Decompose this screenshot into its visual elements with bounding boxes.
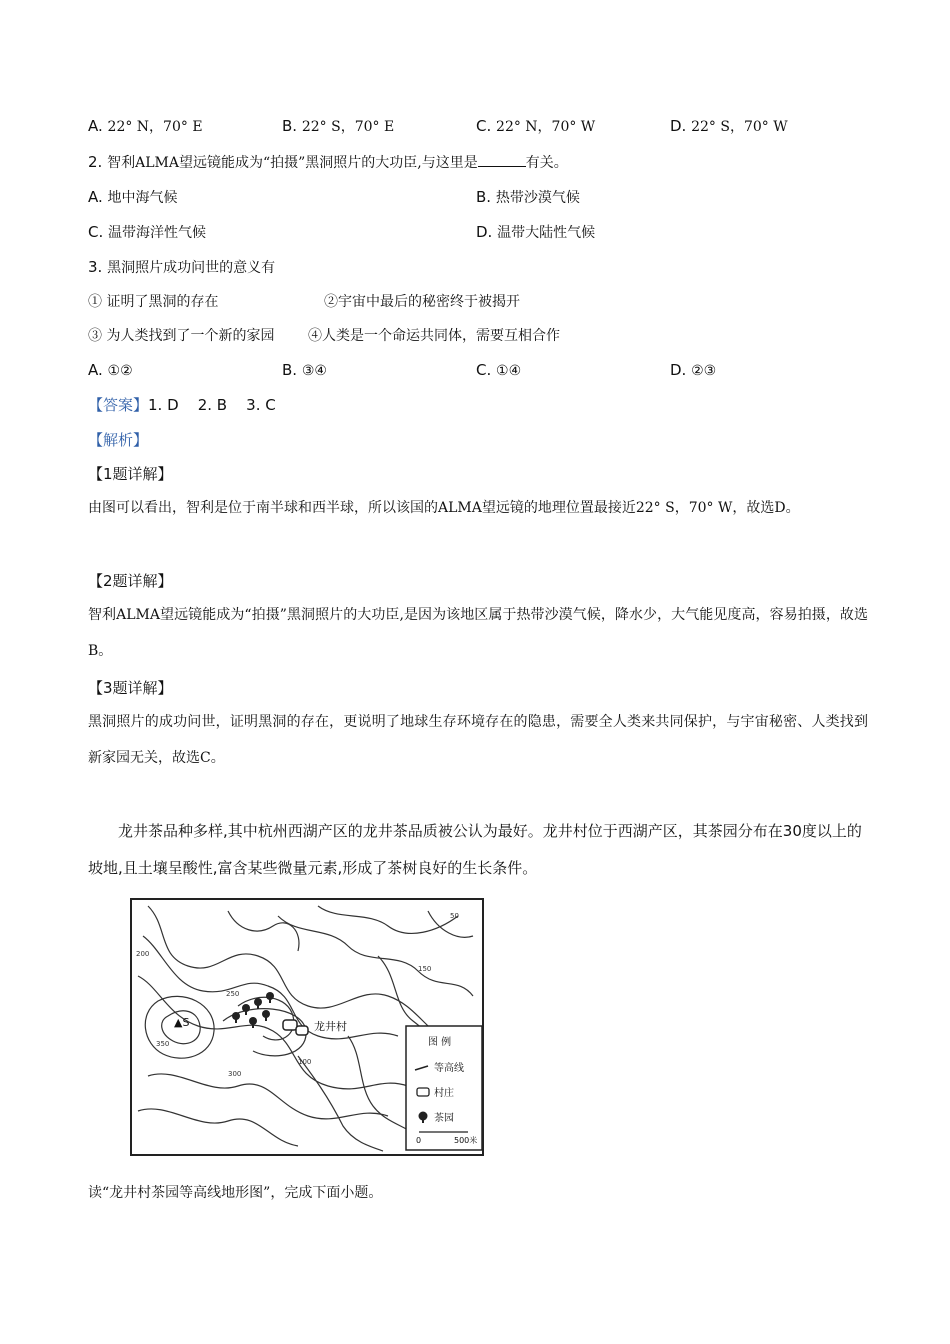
legend-village: 村庄: [434, 1088, 454, 1099]
q2-option-b: B. 热带沙漠气候: [476, 188, 580, 206]
q3-option-b: B. ③④: [282, 361, 327, 379]
q2-option-d: D. 温带大陆性气候: [476, 223, 596, 241]
q3-option-c: C. ①④: [476, 361, 522, 379]
q3-statement-3: ③ 为人类找到了一个新的家园: [88, 328, 275, 344]
analysis-tag: 【解析】: [88, 431, 149, 449]
legend-title: 图 例: [428, 1037, 452, 1048]
q2-option-c: C. 温带海洋性气候: [88, 223, 207, 241]
detail-2-text: 智利ALMA望远镜能成为“拍摄”黑洞照片的大功臣,是因为该地区属于热带沙漠气候，降水少，大气能见度高，容易拍摄，故选B。: [88, 607, 868, 659]
detail-2-heading: 【2题详解】: [88, 572, 173, 590]
detail-1-text: 由图可以看出，智利是位于南半球和西半球，所以该国的ALMA望远镜的地理位置最接近22° S，70° W，故选D。: [88, 500, 800, 516]
scale-zero: 0: [416, 1136, 422, 1145]
peak-s-label: ▲S: [174, 1016, 190, 1029]
scale-end: 500米: [454, 1136, 478, 1145]
contour-label: 100: [298, 1058, 312, 1066]
q1-option-d: D. 22° S，70° W: [670, 117, 788, 135]
q2-stem: 2. 智利ALMA望远镜能成为“拍摄”黑洞照片的大功臣,与这里是 有关。: [88, 153, 568, 171]
answer-text: 1. D 2. B 3. C: [148, 396, 276, 414]
answer-tag: 【答案】: [88, 396, 149, 414]
detail-3-text: 黑洞照片的成功问世，证明黑洞的存在，更说明了地球生存环境存在的隐患，需要全人类来共同保护，与宇宙秘密、人类找到新家园无关，故选C。: [88, 714, 868, 766]
q3-statement-4: ④人类是一个命运共同体，需要互相合作: [308, 328, 560, 344]
contour-label: 350: [156, 1040, 170, 1048]
detail-3-heading: 【3题详解】: [88, 679, 173, 697]
legend-tea: 茶园: [434, 1113, 454, 1124]
contour-label: 250: [226, 990, 240, 998]
contour-map: [128, 896, 488, 1158]
map-legend: [406, 1026, 482, 1150]
answer-blank: [478, 151, 526, 167]
q3-option-d: D. ②③: [670, 361, 717, 379]
q3-statement-1: ① 证明了黑洞的存在: [88, 294, 219, 310]
contour-label: 50: [450, 912, 459, 920]
map-instruction: 读“龙井村茶园等高线地形图”，完成下面小题。: [88, 1185, 383, 1201]
contour-label: 200: [136, 950, 150, 958]
q1-option-c: C. 22° N，70° W: [476, 117, 596, 135]
q3-stem: 3. 黑洞照片成功问世的意义有: [88, 258, 276, 276]
village-label: 龙井村: [314, 1020, 347, 1033]
answer-line: [88, 395, 276, 415]
q1-option-a: A. 22° N，70° E: [88, 117, 203, 135]
q2-option-a: A. 地中海气候: [88, 188, 178, 206]
detail-1-heading: 【1题详解】: [88, 465, 173, 483]
village-legend-icon: [417, 1088, 429, 1096]
q1-option-b: B. 22° S，70° E: [282, 117, 395, 135]
q3-option-a: A. ①②: [88, 361, 133, 379]
contour-label: 150: [418, 965, 432, 973]
legend-contour: 等高线: [434, 1063, 464, 1074]
passage-text: 龙井茶品种多样,其中杭州西湖产区的龙井茶品质被公认为最好。龙井村位于西湖产区，其茶园分布在30度以上的坡地,且土壤呈酸性,富含某些微量元素,形成了茶树良好的生长条件。: [88, 822, 862, 877]
contour-label: 300: [228, 1070, 242, 1078]
q3-statement-2: ②宇宙中最后的秘密终于被揭开: [324, 294, 520, 310]
